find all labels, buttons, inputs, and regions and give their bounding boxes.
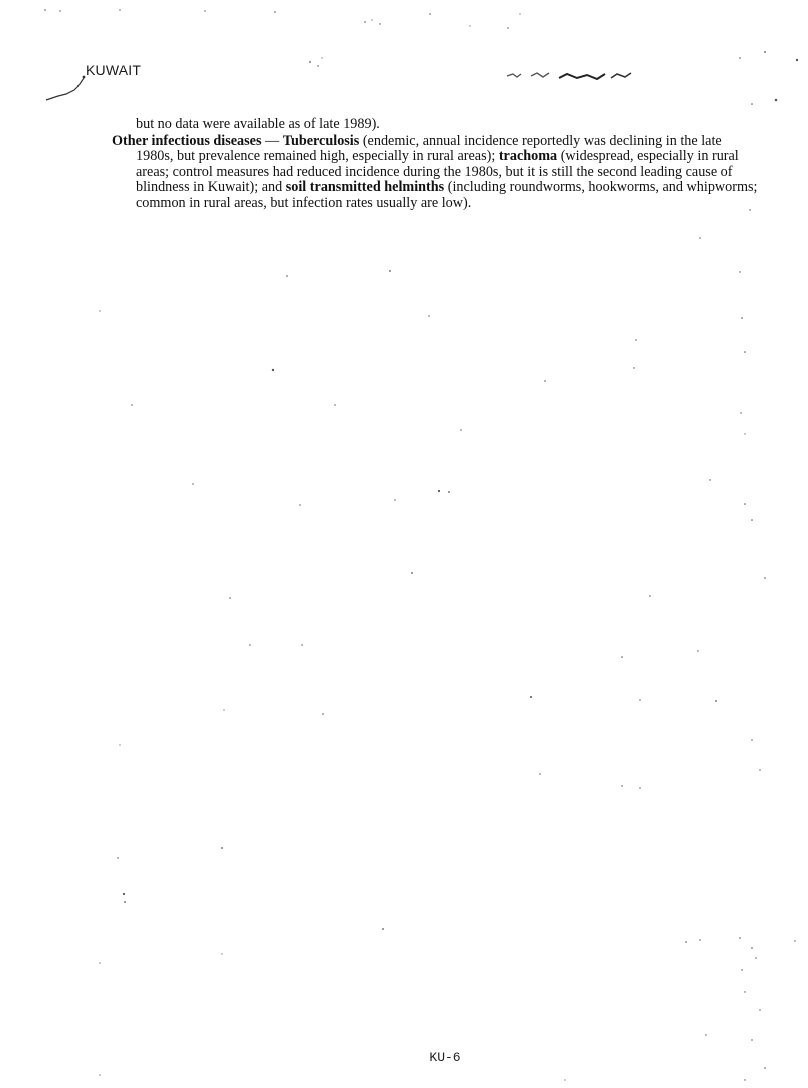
disease-name-helminths: soil transmitted helminths — [285, 179, 445, 196]
header-country: KUWAIT — [86, 62, 142, 78]
disease-description-helminths: (including roundworms, hookworms, and whipworms; common in rural areas, but infection rates usually are low). — [136, 179, 758, 211]
disease-description-tuberculosis: (endemic, annual incidence reportedly was declining in the late 1980s, but prevalence remained high, especially in rural areas); — [136, 132, 722, 165]
disease-description-trachoma: (widespread, especially in rural areas; control measures had reduced incidence during the 1980s, but it is still the second leading cause of blindness in Kuwait); and — [136, 148, 739, 196]
heading-dash: — — [261, 132, 283, 149]
continuation-line: but no data were available as of late 1989). — [136, 116, 380, 132]
disease-name-trachoma: trachoma — [498, 148, 558, 165]
disease-name-tuberculosis: Tuberculosis — [282, 132, 360, 149]
page-number: KU-6 — [429, 1050, 461, 1065]
section-heading: Other infectious diseases — [112, 132, 262, 149]
